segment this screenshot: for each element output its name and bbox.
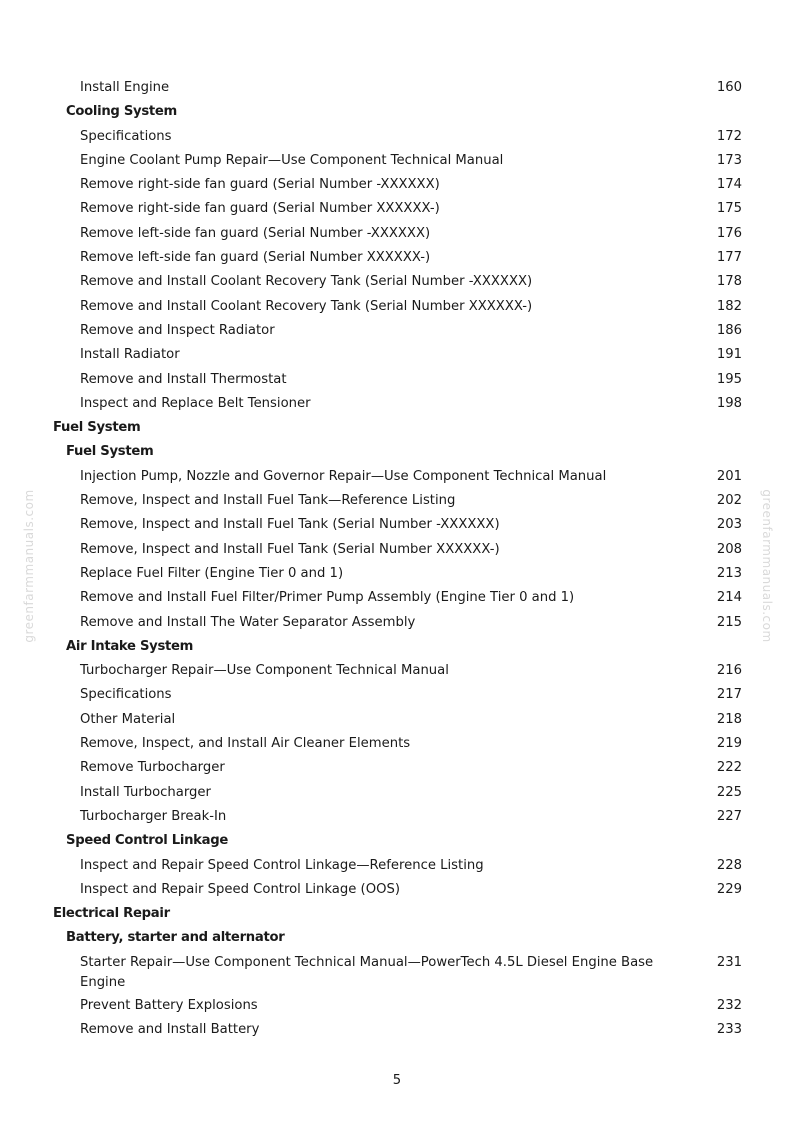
toc-entry-title: Remove and Install Coolant Recovery Tank (Serial Number XXXXXX-) xyxy=(80,298,533,314)
toc-entry-page: 195 xyxy=(716,371,742,387)
toc-entry-page: 216 xyxy=(716,663,742,679)
toc-entry-page: 232 xyxy=(716,997,742,1013)
toc-entry-title: Engine Coolant Pump Repair—Use Component Technical Manual xyxy=(80,152,504,168)
toc-entry-page: 222 xyxy=(716,760,742,776)
toc-entry-title: Inspect and Repair Speed Control Linkage (OOS) xyxy=(80,881,400,897)
toc-entry-title: Turbocharger Break-In xyxy=(80,808,227,824)
toc-entry-title: Remove, Inspect and Install Fuel Tank (Serial Number -XXXXXX) xyxy=(80,517,500,533)
toc-entry-page: 202 xyxy=(716,493,742,509)
toc-entry-title: Specifications xyxy=(80,687,172,703)
toc-entry-title: Remove, Inspect and Install Fuel Tank (Serial Number XXXXXX-) xyxy=(80,541,500,557)
toc-entry-page: 175 xyxy=(716,201,742,217)
toc-entry-page: 227 xyxy=(716,808,742,824)
toc-entry-page: 176 xyxy=(716,225,742,241)
toc-entry[interactable] xyxy=(0,343,794,367)
toc-section-heading xyxy=(0,926,794,950)
toc-entry-page: 203 xyxy=(716,517,742,533)
toc-entry[interactable] xyxy=(0,659,794,683)
toc-entry-page: 229 xyxy=(716,881,742,897)
toc-entry-title: Fuel System xyxy=(53,420,141,436)
toc-entry-page: 173 xyxy=(716,152,742,168)
toc-entry-title: Starter Repair—Use Component Technical Manual—PowerTech 4.5L Diesel Engine Base Engine xyxy=(80,955,654,990)
toc-entry-title: Electrical Repair xyxy=(53,906,170,922)
toc-entry-page: 213 xyxy=(716,565,742,581)
toc-entry-page: 231 xyxy=(716,954,742,970)
toc-entry-page: 174 xyxy=(716,177,742,193)
toc-entry[interactable] xyxy=(0,994,794,1018)
toc-entry-page: 178 xyxy=(716,274,742,290)
toc-entry-title: Inspect and Replace Belt Tensioner xyxy=(80,395,311,411)
toc-entry[interactable] xyxy=(0,781,794,805)
toc-entry-page: 160 xyxy=(716,80,742,95)
toc-entry[interactable] xyxy=(0,1018,794,1042)
toc-entry-page: 217 xyxy=(716,687,742,703)
toc-entry[interactable] xyxy=(0,805,794,829)
toc-section-heading xyxy=(0,440,794,464)
toc-entry[interactable] xyxy=(0,149,794,173)
toc-entry-title: Injection Pump, Nozzle and Governor Repair—Use Component Technical Manual xyxy=(80,468,607,484)
toc-entry[interactable] xyxy=(0,562,794,586)
toc-entry[interactable] xyxy=(0,76,794,100)
toc-entry[interactable] xyxy=(0,125,794,149)
toc-entry-title: Remove right-side fan guard (Serial Number -XXXXXX) xyxy=(80,177,440,193)
toc-entry-title: Remove Turbocharger xyxy=(80,760,225,776)
toc-entry-page: 218 xyxy=(716,711,742,727)
toc-entry[interactable] xyxy=(0,319,794,343)
toc-entry-page: 208 xyxy=(716,541,742,557)
toc-entry-title: Specifications xyxy=(80,128,172,144)
toc-entry[interactable] xyxy=(0,197,794,221)
toc-entry-page: 172 xyxy=(716,128,742,144)
page-number: 5 xyxy=(392,1073,402,1088)
toc-entry-page: 186 xyxy=(716,322,742,338)
toc-entry-title: Remove and Install The Water Separator Assembly xyxy=(80,614,416,630)
toc-entry[interactable] xyxy=(0,295,794,319)
toc-entry[interactable] xyxy=(0,246,794,270)
toc-entry-title: Replace Fuel Filter (Engine Tier 0 and 1) xyxy=(80,565,344,581)
toc-section-heading xyxy=(0,100,794,124)
toc-entry-title: Install Turbocharger xyxy=(80,784,211,800)
toc-entry[interactable] xyxy=(0,513,794,537)
toc-entry-title: Prevent Battery Explosions xyxy=(80,997,258,1013)
toc-entry[interactable] xyxy=(0,708,794,732)
toc-entry-page: 214 xyxy=(716,590,742,606)
toc-entry-page: 201 xyxy=(716,468,742,484)
toc-entry-title: Remove right-side fan guard (Serial Number XXXXXX-) xyxy=(80,201,440,217)
toc-entry-page: 198 xyxy=(716,395,742,411)
toc-entry-page: 233 xyxy=(716,1021,742,1037)
toc-entry[interactable] xyxy=(0,538,794,562)
toc-entry-page: 225 xyxy=(716,784,742,800)
toc-entry-title: Remove and Install Coolant Recovery Tank (Serial Number -XXXXXX) xyxy=(80,274,533,290)
toc-entry-title: Install Engine xyxy=(80,80,170,95)
toc-entry[interactable] xyxy=(0,611,794,635)
toc-entry-title: Speed Control Linkage xyxy=(66,833,229,849)
toc-entry-title: Remove, Inspect, and Install Air Cleaner Elements xyxy=(80,736,411,752)
toc-entry-title: Remove and Inspect Radiator xyxy=(80,322,275,338)
toc-entry[interactable] xyxy=(0,732,794,756)
toc-entry-title: Remove and Install Battery xyxy=(80,1021,260,1037)
toc-entry-page: 219 xyxy=(716,736,742,752)
toc-entry-title: Cooling System xyxy=(66,104,177,120)
toc-entry[interactable] xyxy=(0,222,794,246)
toc-section-heading xyxy=(0,829,794,853)
toc-entry[interactable] xyxy=(0,173,794,197)
toc-section-heading xyxy=(0,416,794,440)
toc-entry[interactable] xyxy=(0,951,794,994)
toc-entry-title: Remove, Inspect and Install Fuel Tank—Reference Listing xyxy=(80,493,456,509)
toc-entry-page: 215 xyxy=(716,614,742,630)
toc-entry-page: 191 xyxy=(716,347,742,363)
toc-entry[interactable] xyxy=(0,368,794,392)
toc-entry[interactable] xyxy=(0,683,794,707)
toc-entry-title: Fuel System xyxy=(66,444,154,460)
toc-entry-title: Turbocharger Repair—Use Component Technical Manual xyxy=(80,663,449,679)
toc-entry[interactable] xyxy=(0,489,794,513)
toc-entry-title: Remove left-side fan guard (Serial Number XXXXXX-) xyxy=(80,250,431,266)
toc-entry[interactable] xyxy=(0,854,794,878)
toc-entry-page: 228 xyxy=(716,857,742,873)
watermark-right: greenfarmmanuals.com xyxy=(760,489,774,643)
toc-entry[interactable] xyxy=(0,586,794,610)
watermark-left: greenfarmmanuals.com xyxy=(22,489,36,643)
toc-entry[interactable] xyxy=(0,465,794,489)
toc-entry-title: Inspect and Repair Speed Control Linkage—Reference Listing xyxy=(80,857,484,873)
toc-entry-title: Other Material xyxy=(80,711,176,727)
toc-section-heading xyxy=(0,635,794,659)
toc-section-heading xyxy=(0,902,794,926)
toc-entry-page: 182 xyxy=(716,298,742,314)
toc-entry-title: Battery, starter and alternator xyxy=(66,930,285,946)
toc-entry-title: Remove and Install Thermostat xyxy=(80,371,287,387)
toc-entry-title: Install Radiator xyxy=(80,347,180,363)
table-of-contents xyxy=(0,76,794,1042)
toc-entry[interactable] xyxy=(0,878,794,902)
toc-entry-title: Remove left-side fan guard (Serial Number -XXXXXX) xyxy=(80,225,431,241)
toc-entry[interactable] xyxy=(0,392,794,416)
toc-entry-page: 177 xyxy=(716,250,742,266)
toc-entry-title: Air Intake System xyxy=(66,638,194,654)
toc-entry[interactable] xyxy=(0,756,794,780)
toc-entry[interactable] xyxy=(0,270,794,294)
toc-entry-title: Remove and Install Fuel Filter/Primer Pump Assembly (Engine Tier 0 and 1) xyxy=(80,590,575,606)
